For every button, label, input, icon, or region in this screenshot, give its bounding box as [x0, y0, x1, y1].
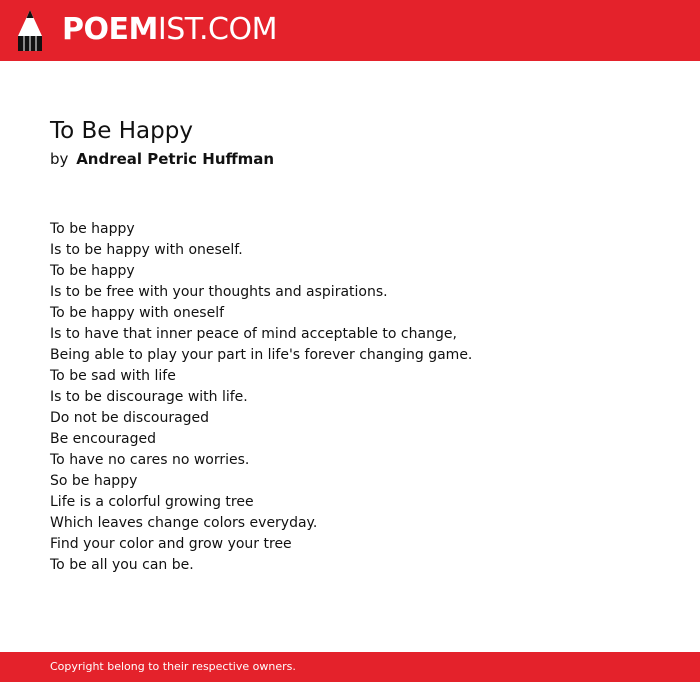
poem-line: Life is a colorful growing tree [50, 494, 254, 510]
poem-line: Being able to play your part in life's forever changing game. [50, 347, 473, 363]
poem-line: Is to have that inner peace of mind acceptable to change, [50, 326, 457, 342]
poem-line: To be all you can be. [50, 557, 194, 573]
poem-line: To be happy with oneself [50, 305, 225, 321]
logo-bold-text: POEM [62, 12, 158, 47]
byline [50, 149, 274, 169]
poem-line: To be sad with life [50, 368, 176, 384]
poem-line: Is to be happy with oneself. [50, 242, 243, 258]
poem-line: Is to be free with your thoughts and aspirations. [50, 284, 388, 300]
poem-line: To be happy [50, 263, 135, 279]
poem-line: Find your color and grow your tree [50, 536, 292, 552]
copyright-text: Copyright belong to their respective owners. [50, 660, 296, 673]
poem-title: To Be Happy [50, 118, 193, 144]
poem-line: Is to be discourage with life. [50, 389, 248, 405]
poem-body [50, 219, 472, 576]
poem-line: So be happy [50, 473, 138, 489]
logo-light-text: IST.COM [157, 12, 277, 47]
site-header [0, 0, 700, 61]
poem-line: Be encouraged [50, 431, 157, 447]
pencil-icon [18, 10, 42, 51]
author-name: Andreal Petric Huffman [76, 150, 275, 168]
site-logo[interactable] [62, 12, 277, 48]
site-footer [0, 652, 700, 682]
poem-line: To have no cares no worries. [50, 452, 250, 468]
poem-line: Which leaves change colors everyday. [50, 515, 318, 531]
poem-line: Do not be discouraged [50, 410, 210, 426]
by-label: by [50, 150, 69, 168]
poem-line: To be happy [50, 221, 135, 237]
